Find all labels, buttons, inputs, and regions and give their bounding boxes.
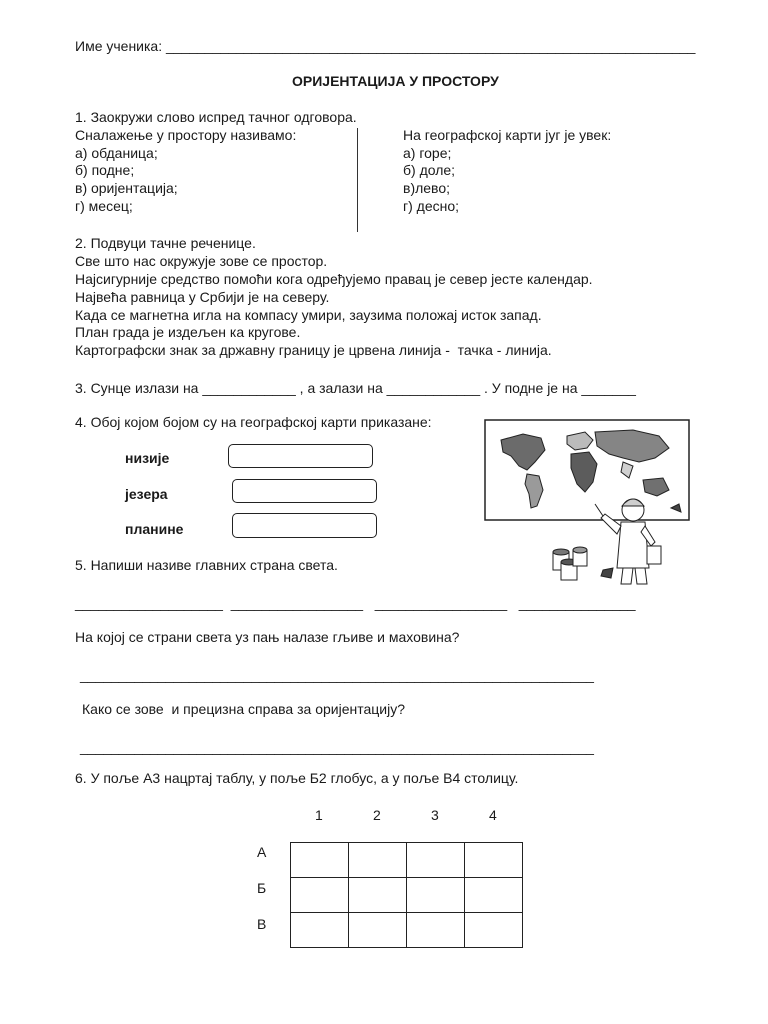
drawing-grid	[290, 842, 523, 948]
q4-color-box-mountains[interactable]	[232, 513, 377, 538]
map-board-icon	[485, 420, 689, 520]
q1-left-option[interactable]: в) оријентација;	[75, 180, 178, 196]
page-title: ОРИЈЕНТАЦИЈА У ПРОСТОРУ	[292, 73, 499, 89]
grid-column-label: 2	[373, 807, 381, 823]
q2-sentence[interactable]: План града је издељен ка кругове.	[75, 324, 301, 340]
q1-instruction: 1. Заокружи слово испред тачног одговора.	[75, 109, 357, 125]
grid-cell-v1[interactable]	[291, 913, 349, 948]
q6-instruction: 6. У поље А3 нацртај таблу, у поље Б2 глобус, а у поље В4 столицу.	[75, 770, 519, 786]
q1-right-option[interactable]: в)лево;	[403, 180, 451, 196]
grid-cell-b1[interactable]	[291, 878, 349, 913]
q4-label-lakes: језера	[125, 486, 168, 502]
q2-sentence[interactable]: Најсигурније средство помоћи кога одређујемо правац је север јесте календар.	[75, 271, 593, 287]
grid-column-label: 1	[315, 807, 323, 823]
q5-instruction: 5. Напиши називе главних страна света.	[75, 557, 338, 573]
grid-cell-b3[interactable]	[407, 878, 465, 913]
grid-cell-a2[interactable]	[349, 843, 407, 878]
q1-left-option[interactable]: г) месец;	[75, 198, 133, 214]
q5-answer-line-2[interactable]: __________________________________________________________________	[80, 739, 594, 755]
q2-sentence[interactable]: Картографски знак за државну границу је црвена линија - тачка - линија.	[75, 342, 552, 358]
q1-left-option[interactable]: б) подне;	[75, 162, 135, 178]
grid-row-label: В	[257, 916, 267, 932]
column-divider	[357, 128, 358, 232]
student-name-label: Име ученика:	[75, 38, 163, 54]
grid-cell-a3[interactable]	[407, 843, 465, 878]
grid-column-label: 3	[431, 807, 439, 823]
grid-cell-a4[interactable]	[465, 843, 523, 878]
q1-right-option[interactable]: г) десно;	[403, 198, 460, 214]
grid-cell-v3[interactable]	[407, 913, 465, 948]
grid-cell-b2[interactable]	[349, 878, 407, 913]
q1-left-option[interactable]: а) обданица;	[75, 145, 158, 161]
grid-cell-b4[interactable]	[465, 878, 523, 913]
q4-color-box-lakes[interactable]	[232, 479, 377, 503]
q1-left-question: Сналажење у простору називамо:	[75, 127, 297, 143]
grid-cell-a1[interactable]	[291, 843, 349, 878]
grid-row-label: Б	[257, 880, 267, 896]
q4-label-mountains: планине	[125, 521, 184, 537]
q3-text[interactable]: 3. Сунце излази на ____________ , а залази на ____________ . У подне је на _______	[75, 380, 636, 396]
q2-instruction: 2. Подвуци тачне реченице.	[75, 235, 256, 251]
paint-buckets-icon	[553, 547, 613, 580]
student-name-line[interactable]: ____________________________________________________________________	[166, 38, 696, 54]
q4-color-box-lowlands[interactable]	[228, 444, 373, 468]
q2-sentence[interactable]: Када се магнетна игла на компасу умири, заузима положај исток запад.	[75, 307, 542, 323]
grid-row-label: А	[257, 844, 267, 860]
q1-right-question: На географској карти југ је увек:	[403, 127, 612, 143]
q5-answer-line-1[interactable]: __________________________________________________________________	[80, 667, 594, 683]
q5-subquestion-2: Како се зове и прецизна справа за оријентацију?	[82, 701, 405, 717]
q5-answer-blanks[interactable]: ___________________ _________________ _________________ _______________	[75, 595, 636, 611]
q5-subquestion-1: На којој се страни света уз пањ налазе гљиве и маховина?	[75, 629, 460, 645]
world-map-painter-illustration	[483, 418, 691, 590]
q1-right-option[interactable]: б) доле;	[403, 162, 456, 178]
q2-sentence[interactable]: Највећа равница у Србији је на северу.	[75, 289, 330, 305]
grid-column-label: 4	[489, 807, 497, 823]
q4-instruction: 4. Обој којом бојом су на географској карти приказане:	[75, 414, 432, 430]
q1-right-option[interactable]: а) горе;	[403, 145, 452, 161]
q2-sentence[interactable]: Све што нас окружује зове се простор.	[75, 253, 328, 269]
q4-label-lowlands: низије	[125, 450, 170, 466]
grid-cell-v4[interactable]	[465, 913, 523, 948]
grid-cell-v2[interactable]	[349, 913, 407, 948]
